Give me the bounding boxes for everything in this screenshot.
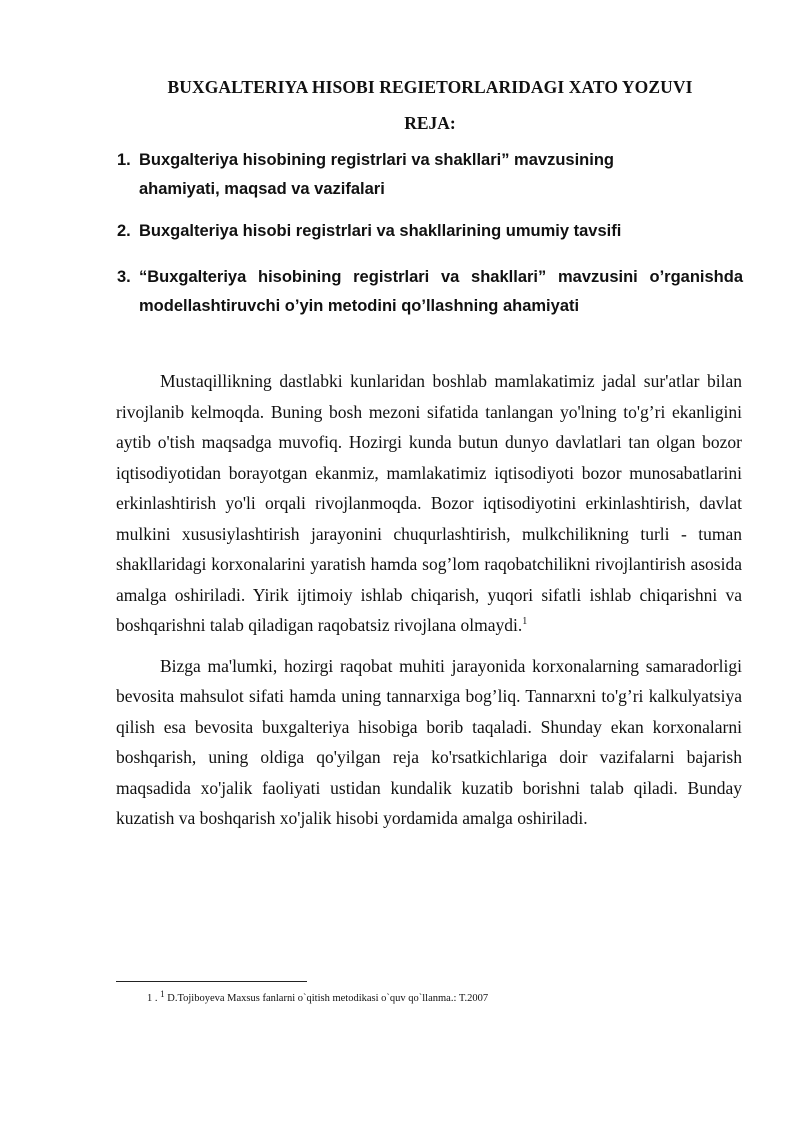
plan-item-text: Buxgalteriya hisobining registrlari va shakllari” mavzusining ahamiyati, maqsad va vazifalari	[139, 151, 614, 198]
footnote-text: D.Tojiboyeva Maxsus fanlarni o`qitish metodikasi o`quv qo`llanma.: T.2007	[164, 993, 489, 1004]
plan-item	[117, 146, 699, 204]
body-text	[116, 366, 742, 844]
paragraph-text: Bizga ma'lumki, hozirgi raqobat muhiti jarayonida korxonalarning samaradorligi bevosita mahsulot sifati hamda uning tannarxiga bog’liq. Tannarxni to'g’ri kalkulyatsiya qilish esa bevosita buxgalteriya hisobiga borib taqaladi. Shunday ekan korxonalarni boshqarish, uning oldiga qo'yilgan reja ko'rsatkichlariga doir vazifalarni bajarish maqsadida xo'jalik faoliyati ustidan kundalik kuzatib borishni talab qiladi. Bunday kuzatish va boshqarish xo'jalik hisobi yordamida amalga oshiriladi.	[116, 655, 742, 828]
paragraph	[116, 651, 742, 834]
paragraph-text: Mustaqillikning dastlabki kunlaridan boshlab mamlakatimiz jadal sur'atlar bilan rivojlanib kelmoqda. Buning bosh mezoni sifatida tanlangan yo'lning to'g’ri ekanligini aytib o'tish maqsadga muvofiq. Hozirgi kunda butun dunyo davlatlari tan olgan bozor iqtisodiyotidan borayotgan ekanmiz, mamlakatimiz iqtisodiyoti bozor munosabatlarini erkinlashtirish yo'li orqali rivojlanmoqda. Bozor iqtisodiyotini erkinlashtirish, davlat mulkini xususiylashtirish jarayonini chuqurlashtirish, mulkchilikning turli - tuman shakllaridagi korxonalarini yaratish hamda sog’lom raqobatchilikni rivojlantirish asosida amalga oshiriladi. Yirik ijtimoiy ishlab chiqarish, yuqori sifatli ishlab chiqarishni va boshqarishni talab qiladigan raqobatsiz rivojlana olmaydi.	[116, 371, 742, 635]
footnote-mark: 1	[160, 989, 165, 999]
footnote	[147, 989, 489, 1004]
plan-item-text: “Buxgalteriya hisobining registrlari va shakllari” mavzusini o’rganishda modellashtiruvchi o’yin metodini qo’llashning ahamiyati	[139, 268, 743, 315]
footnote-reference[interactable]: 1	[522, 616, 528, 627]
plan-list	[117, 146, 743, 321]
plan-item-number: 3.	[117, 268, 131, 286]
plan-item-number: 1.	[117, 151, 131, 169]
plan-item-text: Buxgalteriya hisobi registrlari va shakllarining umumiy tavsifi	[139, 222, 622, 240]
plan-heading: REJA:	[404, 113, 456, 133]
footnote-separator	[116, 981, 307, 982]
plan-item	[117, 263, 743, 321]
plan-item	[117, 217, 743, 246]
footnote-prefix: 1 .	[147, 993, 161, 1004]
plan-item-number: 2.	[117, 222, 131, 240]
document-title: BUXGALTERIYA HISOBI REGIETORLARIDAGI XATO YOZUVI	[167, 77, 693, 97]
paragraph	[116, 366, 742, 641]
